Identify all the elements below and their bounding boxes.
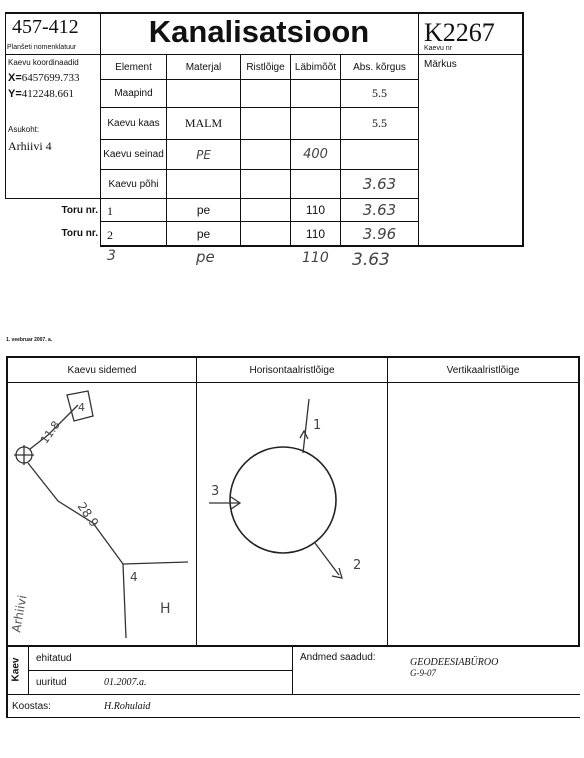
dist-long: 28.9 xyxy=(74,499,102,530)
horizontal-section-title: Horisontaalristlõige xyxy=(249,365,335,376)
pipe-lines xyxy=(209,399,342,578)
sheet-number-label: Planšeti nomenklatuur xyxy=(7,44,77,51)
extra-pipe-height: 3.63 xyxy=(352,250,390,270)
page-title: Kanalisatsioon xyxy=(148,14,370,49)
kaev-label: Kaev xyxy=(10,657,22,682)
horizontal-section-sketch xyxy=(197,383,387,645)
row-element-ground: Maapind xyxy=(114,88,153,99)
surveyed-value: 01.2007.a. xyxy=(104,677,147,688)
row-material-lid: MALM xyxy=(184,116,223,130)
pipe-label-3-sketch: 3 xyxy=(211,484,220,499)
row-element-walls: Kaevu seinad xyxy=(103,149,164,160)
pipe-nr-2: 2 xyxy=(107,228,113,242)
dist-short: 11.8 xyxy=(37,418,63,447)
box-mark: 4 xyxy=(78,401,85,414)
x-coordinate xyxy=(8,72,80,84)
row-height-ground: 5.5 xyxy=(372,86,387,100)
corner-mark: 4 xyxy=(130,570,138,584)
surveyed-label: uuritud xyxy=(36,677,67,688)
col-header-diameter: Läbimõõt xyxy=(294,61,337,73)
row-element-lid: Kaevu kaas xyxy=(107,118,160,129)
col-header-element: Element xyxy=(115,61,152,73)
pipe-height-2: 3.96 xyxy=(362,224,397,243)
row-element-bottom: Kaevu põhi xyxy=(108,178,159,190)
y-value: 412248.661 xyxy=(21,88,75,100)
pipe-label-2-sketch: 2 xyxy=(353,558,362,573)
y-coordinate xyxy=(8,88,74,100)
well-number-label: Kaevu nr xyxy=(424,45,453,52)
pipe-label-2: Toru nr. xyxy=(61,228,98,239)
row-height-lid: 5.5 xyxy=(372,116,387,130)
pipe-label-1: Toru nr. xyxy=(61,204,98,216)
y-label: Y= xyxy=(8,88,22,100)
data-source-value-2: G-9-07 xyxy=(410,668,436,678)
pipe-label-1-sketch: 1 xyxy=(313,418,322,433)
well-circle xyxy=(230,447,336,553)
pipe-material-1: pe xyxy=(196,203,211,217)
pipe-material-2: pe xyxy=(196,226,211,241)
connections-sketch xyxy=(8,383,196,645)
row-diameter-walls: 400 xyxy=(303,147,328,162)
data-source-value-1: GEODEESIABÜROO xyxy=(410,657,499,668)
pipe-height-1: 3.63 xyxy=(362,201,397,219)
data-source-label: Andmed saadud: xyxy=(300,652,376,663)
pipe-nr-1: 1 xyxy=(107,204,113,218)
print-date: 1. veebruar 2007. a. xyxy=(6,337,53,343)
compiled-label: Koostas: xyxy=(12,701,51,712)
sheet-number: 457-412 xyxy=(12,16,79,38)
vertical-section-title: Vertikaalristlõige xyxy=(446,365,520,376)
row-material-walls: PE xyxy=(196,147,211,162)
pipe-diameter-1: 110 xyxy=(305,203,326,217)
extra-pipe-material: pe xyxy=(196,248,215,266)
location-value: Arhiivi 4 xyxy=(8,139,52,153)
col-header-height: Abs. kõrgus xyxy=(353,61,406,73)
well-number: K2267 xyxy=(424,18,495,47)
x-value: 6457699.733 xyxy=(21,72,80,84)
col-header-material: Materjal xyxy=(185,61,222,73)
compiled-value: H.Rohulaid xyxy=(104,701,151,712)
h-mark: H xyxy=(160,601,171,617)
connections-title: Kaevu sidemed xyxy=(67,365,137,376)
col-header-section: Ristlõige xyxy=(246,61,285,73)
built-label: ehitatud xyxy=(36,653,72,664)
x-label: X= xyxy=(8,72,22,84)
pipe-diameter-2: 110 xyxy=(305,226,326,241)
location-label: Asukoht: xyxy=(8,125,40,134)
remarks-label: Märkus xyxy=(424,59,457,70)
street-label: Arhiivi xyxy=(9,594,30,634)
extra-pipe-nr: 3 xyxy=(107,248,116,264)
row-height-bottom: 3.63 xyxy=(362,175,397,193)
coords-label: Kaevu koordinaadid xyxy=(8,58,79,67)
extra-pipe-diameter: 110 xyxy=(302,250,329,266)
